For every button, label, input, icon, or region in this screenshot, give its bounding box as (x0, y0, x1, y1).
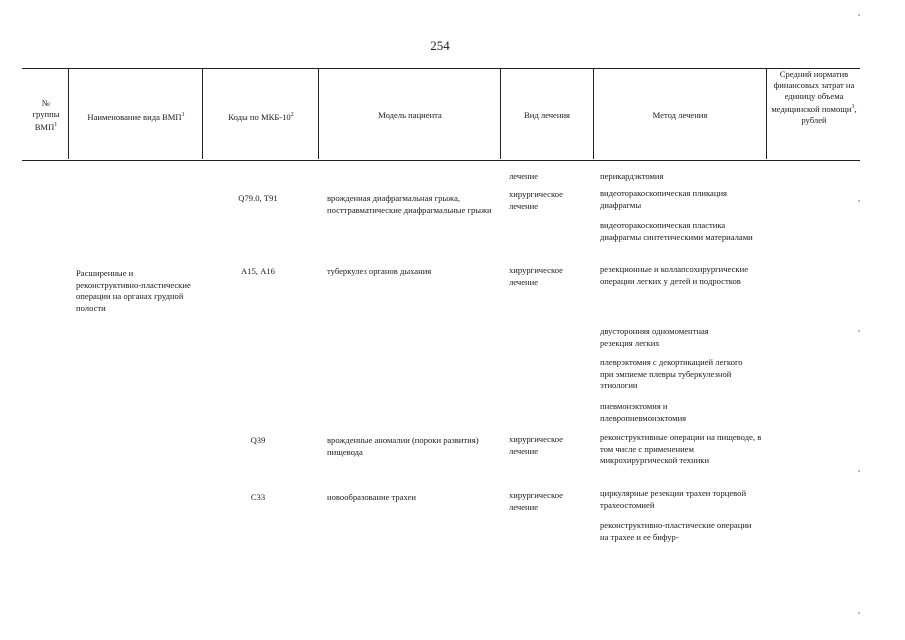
treatment-method-cell: пневмонэктомия и плевропневмонэктомия (600, 401, 687, 423)
treatment-method-cell: перикардэктомия (600, 171, 664, 181)
column-divider (68, 68, 69, 159)
icd-codes-cell: Q39 (250, 435, 266, 445)
header-average-cost: Средний норматив финансовых затрат на единицу объема медицинской помощи$^3$, рублей (771, 69, 857, 125)
column-divider (318, 68, 319, 159)
header-treatment-method: Метод лечения (652, 110, 708, 120)
scan-speck (858, 14, 860, 16)
icd-codes-cell: С33 (250, 492, 266, 502)
header-treatment-type: Вид лечения (523, 110, 571, 120)
header-icd-codes: Коды по МКБ-$10^2$ (228, 111, 294, 122)
page-number: 254 (430, 38, 450, 53)
vmp-name-cell: Расширенные и реконструктивно-пластические операции на органах грудной полости (76, 268, 191, 313)
scan-speck (858, 470, 860, 472)
header-patient-model: Модель пациента (378, 110, 442, 120)
treatment-method-cell: видеоторакоскопическая пластика диафрагмы синтетическими материалами (600, 220, 753, 242)
treatment-type-cell: хирургическое лечение (509, 265, 563, 287)
treatment-type-cell: хирургическое лечение (509, 189, 563, 211)
treatment-method-cell: реконструктивно-пластические операции на трахее и ее бифур- (600, 520, 752, 542)
treatment-method-cell: резекционные и коллапсохирургические операции легких у детей и подростков (600, 264, 749, 286)
treatment-type-cell: хирургическое лечение (509, 434, 563, 456)
treatment-method-cell: реконструктивные операции на пищеводе, в том числе с применением микрохирургической техники (600, 432, 762, 466)
icd-codes-cell: Q79.0, Т91 (238, 193, 278, 203)
patient-model-cell: новообразование трахеи (327, 492, 417, 502)
treatment-method-cell: циркулярные резекции трахеи торцевой трахеостомией (600, 488, 747, 510)
icd-codes-cell: А15, А16 (241, 266, 275, 276)
column-divider (593, 68, 594, 159)
header-vmp-name: Наименование вида ВМП$^1$ (87, 111, 185, 122)
treatment-method-cell: плеврэктомия с декортикацией легкого при эмпиеме плевры туберкулезной этиологии (600, 357, 743, 391)
patient-model-cell: врожденная диафрагмальная грыжа, посттравматические диафрагмальные грыжи (327, 193, 492, 215)
treatment-method-cell: видеоторакоскопическая пликация диафрагмы (600, 188, 727, 210)
treatment-type-cell: хирургическое лечение (509, 490, 563, 512)
treatment-method-cell: двусторонняя одномоментная резекция легких (600, 326, 709, 348)
scan-speck (858, 612, 860, 614)
scan-speck (858, 200, 860, 202)
treatment-type-cell: лечение (509, 171, 539, 181)
patient-model-cell: врожденные аномалии (пороки развития) пищевода (327, 435, 479, 457)
column-divider (500, 68, 501, 159)
column-divider (202, 68, 203, 159)
header-group-number: № группы ВМП$^1$ (32, 98, 60, 132)
scan-speck (858, 330, 860, 332)
patient-model-cell: туберкулез органов дыхания (327, 266, 432, 276)
column-divider (766, 68, 767, 159)
